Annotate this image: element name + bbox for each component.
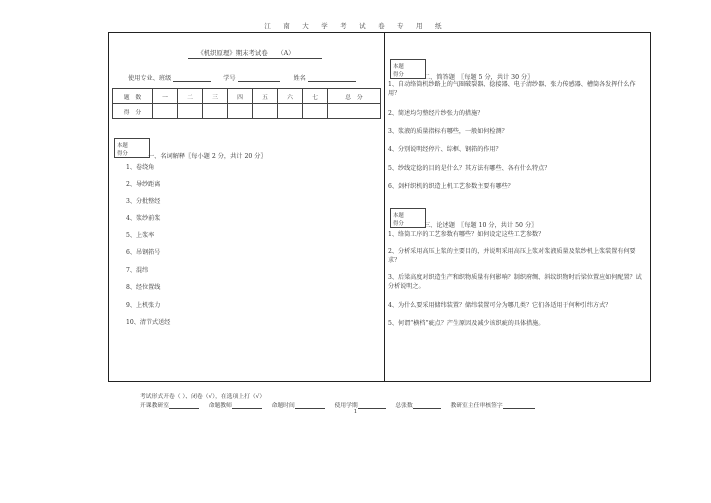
section1-item: 4、浆纱前浆: [126, 215, 161, 222]
setter-field[interactable]: [232, 401, 262, 409]
semester-field[interactable]: [358, 401, 386, 409]
page-header-title: 江 南 大 学 考 试 卷 专 用 纸: [264, 22, 447, 30]
score-table-header-row: [113, 89, 381, 104]
section2-title: 二、简答题 〖每题 5 分，共计 30 分〗: [424, 74, 534, 81]
section2-item: 6、剑杆织机的织造上机工艺参数主要有哪些？: [388, 183, 514, 190]
section3-item: 5、何谓“横档”疵点？产生原因及减少该织疵的具体措施。: [388, 320, 545, 327]
section2-item: 1、自动络筒机纱路上的气圈破裂器、捻接器、电子清纱器、张力传感器、槽筒各发挥什么作用？: [388, 81, 636, 97]
section3-item: 4、为什么要采用储纬装置？储纬装置可分为哪几类？它们各适用于何种引纬方式？: [388, 302, 612, 309]
header-cell: 一: [153, 89, 178, 104]
student-name-field[interactable]: [308, 74, 356, 82]
header-cell: 六: [278, 89, 303, 104]
paper-title-underline: [188, 58, 322, 59]
score-cell[interactable]: [253, 104, 278, 119]
section1-item: 8、经位置线: [126, 284, 161, 291]
set-time-field[interactable]: [295, 401, 325, 409]
section1-item: 3、分批整经: [126, 198, 161, 205]
header-cell: 二: [178, 89, 203, 104]
score-cell[interactable]: [228, 104, 253, 119]
section1-title: 一、名词解释〖每小题 2 分，共计 20 分〗: [148, 153, 267, 160]
semester-label: 使用学期: [334, 403, 358, 409]
student-id-field[interactable]: [238, 74, 280, 82]
header-cell: 四: [228, 89, 253, 104]
column-divider: [384, 32, 385, 381]
score-box-label: 得分: [393, 72, 404, 78]
score-table-score-row: [113, 104, 381, 119]
student-info-line: [128, 73, 356, 82]
director-sign-field[interactable]: [503, 401, 535, 409]
major-class-label: 使用专业、班级: [128, 75, 172, 82]
section1-score-box[interactable]: [114, 138, 150, 158]
score-box-label: 得分: [117, 151, 128, 157]
score-cell[interactable]: [153, 104, 178, 119]
score-cell[interactable]: [203, 104, 228, 119]
header-cell: 七: [303, 89, 328, 104]
paper-title: 《机织原理》期末考试卷 （A）: [197, 49, 295, 57]
score-box-label: 本题: [393, 64, 404, 70]
director-sign-label: 教研室主任审核签字: [450, 403, 503, 409]
section2-score-box[interactable]: [390, 59, 426, 79]
section1-item: 5、上浆率: [126, 232, 155, 239]
exam-format-line: 考试形式开卷（ ）、闭卷（√），在选项上打（√）: [140, 394, 266, 400]
setter-label: 命题教师: [208, 403, 232, 409]
set-time-label: 命题时间: [271, 403, 295, 409]
section1-item: 10、清节式送经: [126, 319, 171, 326]
section1-item: 1、卷绕角: [126, 164, 155, 171]
section3-score-box[interactable]: [390, 208, 426, 228]
section1-item: 2、导纱距离: [126, 181, 161, 188]
section1-item: 7、混纬: [126, 267, 149, 274]
score-cell[interactable]: [278, 104, 303, 119]
page-number: 1: [353, 409, 358, 415]
section3-item: 2、分析采用高压上浆的主要目的，并说明采用高压上浆对浆液质量及浆纱机上浆装置有何要求？: [388, 248, 636, 264]
score-box-label: 本题: [393, 213, 404, 219]
score-cell[interactable]: [303, 104, 328, 119]
section2-item: 3、浆液的质量指标有哪些，一般如何检测？: [388, 128, 508, 135]
sheet-count-label: 总张数: [395, 403, 413, 409]
section1-item: 9、上机张力: [126, 302, 161, 309]
section3-title: 三、论述题 〖每题 10 分，共计 50 分〗: [424, 222, 538, 229]
header-cell: 题 数: [113, 89, 153, 104]
section1-item: 6、吊钢筘号: [126, 249, 161, 256]
header-cell: 总 分: [328, 89, 381, 104]
student-name-label: 姓名: [293, 75, 306, 82]
section2-item: 4、分别说明经停片、综框、钢筘的作用？: [388, 146, 502, 153]
major-class-field[interactable]: [173, 74, 211, 82]
section3-item: 1、络筒工序的工艺参数有哪些？如何设定这些工艺参数？: [388, 231, 545, 238]
score-cell[interactable]: [328, 104, 381, 119]
score-box-label: 本题: [117, 143, 128, 149]
score-table: [112, 88, 381, 119]
header-cell: 三: [203, 89, 228, 104]
score-row-label: 得 分: [113, 104, 153, 119]
section2-item: 2、简述均匀整经片纱张力的措施？: [388, 110, 484, 117]
score-box-label: 得分: [393, 221, 404, 227]
teaching-office-label: 开课教研室: [140, 403, 169, 409]
header-cell: 五: [253, 89, 278, 104]
student-id-label: 学号: [223, 75, 236, 82]
score-cell[interactable]: [178, 104, 203, 119]
section3-item: 3、后梁高度对织造生产和织物质量有何影响？制织府绸、斜纹织物时后梁位置应如何配置？试分析说明之。: [388, 274, 642, 290]
section2-item: 5、纱线定捻的目的是什么？其方法有哪些、各有什么特点？: [388, 165, 551, 172]
sheet-count-field[interactable]: [413, 401, 441, 409]
teaching-office-field[interactable]: [169, 401, 199, 409]
footer-signature-line: [140, 400, 535, 409]
